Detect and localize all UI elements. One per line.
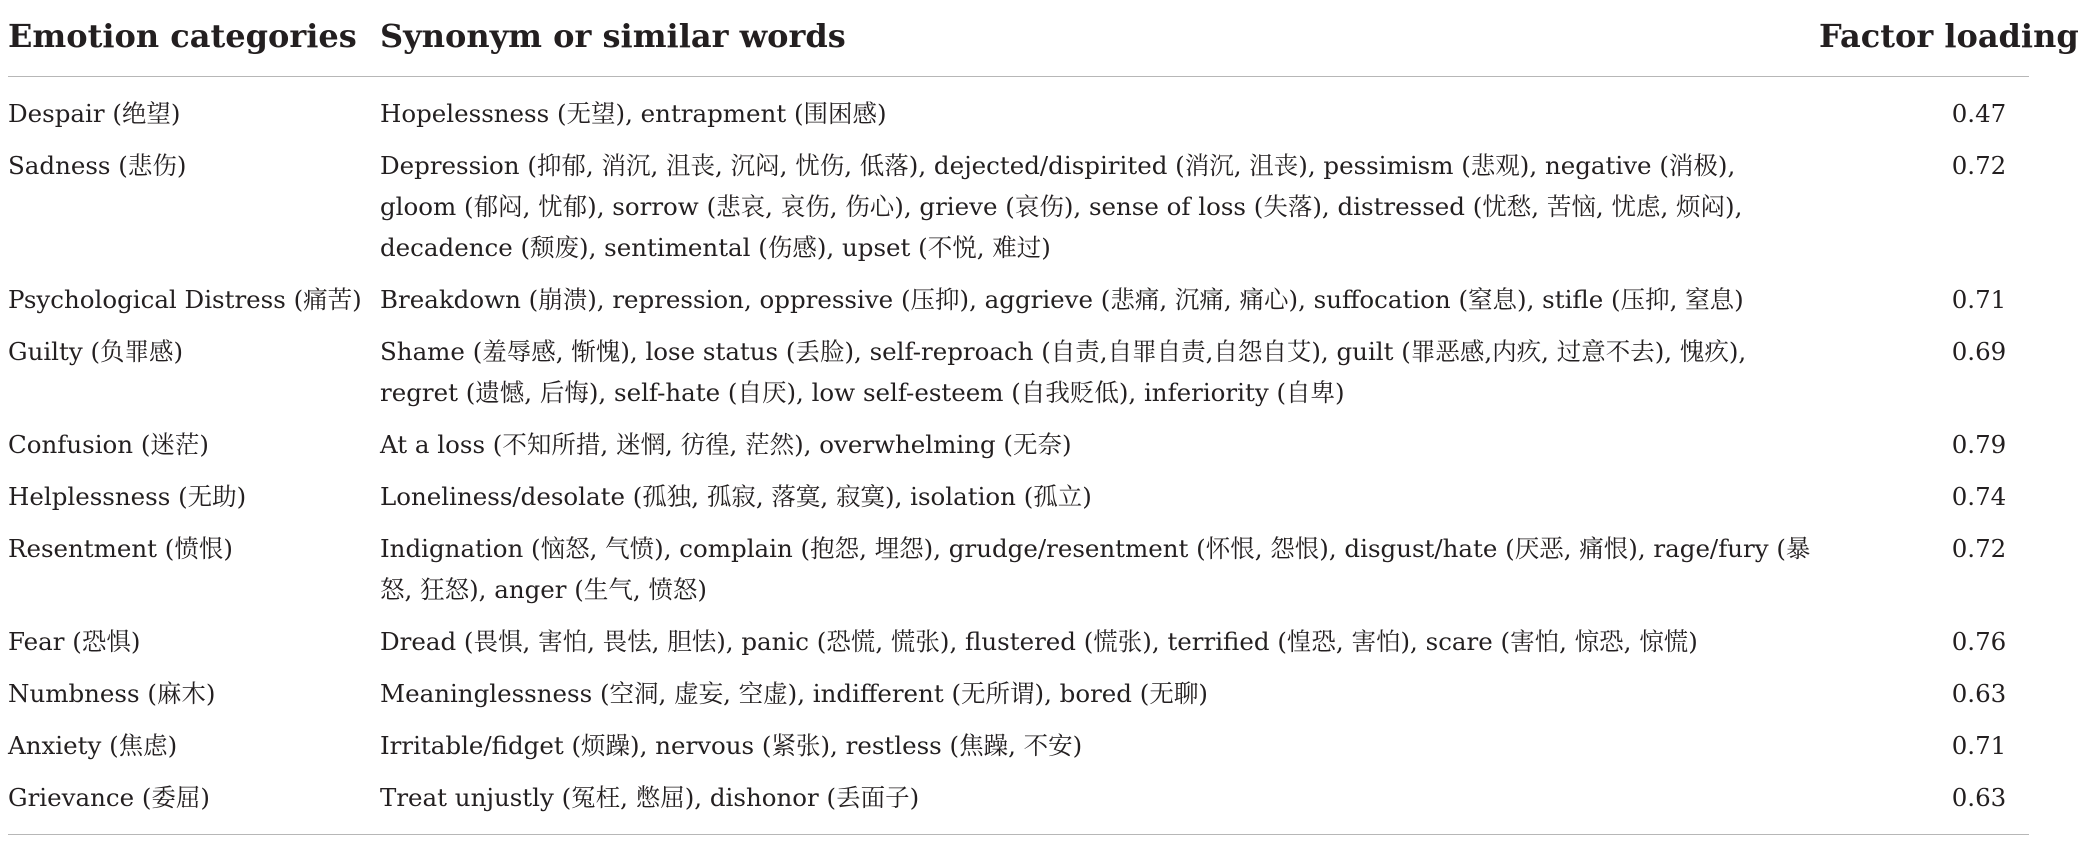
table-row	[8, 673, 2029, 725]
table-header	[8, 0, 2079, 77]
table-row	[8, 725, 2029, 777]
cell-loading: 0.47	[1951, 99, 2007, 128]
cell-synonyms: Breakdown (崩溃), repression, oppressive (压抑), aggrieve (悲痛, 沉痛, 痛心), suffocation (窒息), stifle (压抑, 窒息)	[380, 285, 1744, 314]
cell-loading: 0.76	[1951, 627, 2007, 656]
cell-category: Fear (恐惧)	[8, 627, 141, 656]
cell-category: Helplessness (无助)	[8, 482, 247, 511]
cell-category: Resentment (愤恨)	[8, 534, 233, 563]
cell-loading: 0.72	[1951, 151, 2007, 180]
table-row	[8, 145, 2029, 279]
table-row	[8, 621, 2029, 673]
cell-synonyms: Dread (畏惧, 害怕, 畏怯, 胆怯), panic (恐慌, 慌张), flustered (慌张), terrified (惶恐, 害怕), scare (害怕, 惊恐, 惊慌)	[380, 627, 1698, 656]
header-synonyms: Synonym or similar words	[380, 0, 1819, 77]
cell-loading: 0.63	[1951, 679, 2007, 708]
cell-loading: 0.63	[1951, 783, 2007, 812]
header-emotion-categories: Emotion categories	[8, 0, 380, 77]
cell-synonyms: Shame (羞辱感, 惭愧), lose status (丢脸), self-reproach (自责,自罪自责,自怨自艾), guilt (罪恶感,内疚, 过意不去), 愧疚), regret (遗憾, 后悔), self-hate (自厌), low self-esteem (自我贬低), inferiority (自卑)	[380, 337, 1747, 407]
cell-category: Anxiety (焦虑)	[8, 731, 178, 760]
cell-category: Numbness (麻木)	[8, 679, 216, 708]
cell-category: Grievance (委屈)	[8, 783, 210, 812]
header-factor-loading: Factor loading	[1819, 0, 2029, 77]
cell-loading: 0.69	[1951, 337, 2007, 366]
footer-rule	[8, 835, 2029, 840]
cell-synonyms: Irritable/fidget (烦躁), nervous (紧张), restless (焦躁, 不安)	[380, 731, 1083, 760]
table-row	[8, 77, 2029, 146]
cell-loading: 0.72	[1951, 534, 2007, 563]
cell-synonyms: Hopelessness (无望), entrapment (围困感)	[380, 99, 887, 128]
cell-category: Sadness (悲伤)	[8, 151, 187, 180]
cell-synonyms: Meaninglessness (空洞, 虚妄, 空虚), indifferent (无所谓), bored (无聊)	[380, 679, 1208, 708]
table-row	[8, 476, 2029, 528]
cell-category: Despair (绝望)	[8, 99, 181, 128]
cell-category: Psychological Distress (痛苦)	[8, 285, 362, 314]
header-row	[8, 0, 2029, 77]
cell-loading: 0.79	[1951, 430, 2007, 459]
cell-synonyms: Depression (抑郁, 消沉, 沮丧, 沉闷, 忧伤, 低落), dejected/dispirited (消沉, 沮丧), pessimism (悲观), negative (消极), gloom (郁闷, 忧郁), sorrow (悲哀, 哀伤, 伤心), grieve (哀伤), sense of loss (失落), distressed (忧愁, 苦恼, 忧虑, 烦闷), decadence (颓废), sentimental (伤感), upset (不悦, 难过)	[380, 151, 1743, 262]
cell-loading: 0.71	[1951, 731, 2007, 760]
cell-loading: 0.71	[1951, 285, 2007, 314]
table-row	[8, 528, 2029, 621]
cell-synonyms: Treat unjustly (冤枉, 憋屈), dishonor (丢面子)	[380, 783, 920, 812]
cell-synonyms: Loneliness/desolate (孤独, 孤寂, 落寞, 寂寞), isolation (孤立)	[380, 482, 1092, 511]
bottom-divider	[8, 835, 2029, 840]
table-row	[8, 331, 2029, 424]
table-footer	[8, 835, 2029, 840]
cell-loading: 0.74	[1951, 482, 2007, 511]
cell-synonyms: Indignation (恼怒, 气愤), complain (抱怨, 埋怨), grudge/resentment (怀恨, 怨恨), disgust/hate (厌恶, 痛恨), rage/fury (暴怒, 狂怒), anger (生气, 愤怒)	[380, 534, 1811, 604]
emotion-table	[8, 0, 2079, 839]
cell-synonyms: At a loss (不知所措, 迷惘, 彷徨, 茫然), overwhelming (无奈)	[380, 430, 1072, 459]
cell-category: Confusion (迷茫)	[8, 430, 209, 459]
table-body	[8, 77, 2029, 835]
cell-category: Guilty (负罪感)	[8, 337, 184, 366]
table-row	[8, 279, 2029, 331]
table-row	[8, 777, 2029, 835]
table-row	[8, 424, 2029, 476]
